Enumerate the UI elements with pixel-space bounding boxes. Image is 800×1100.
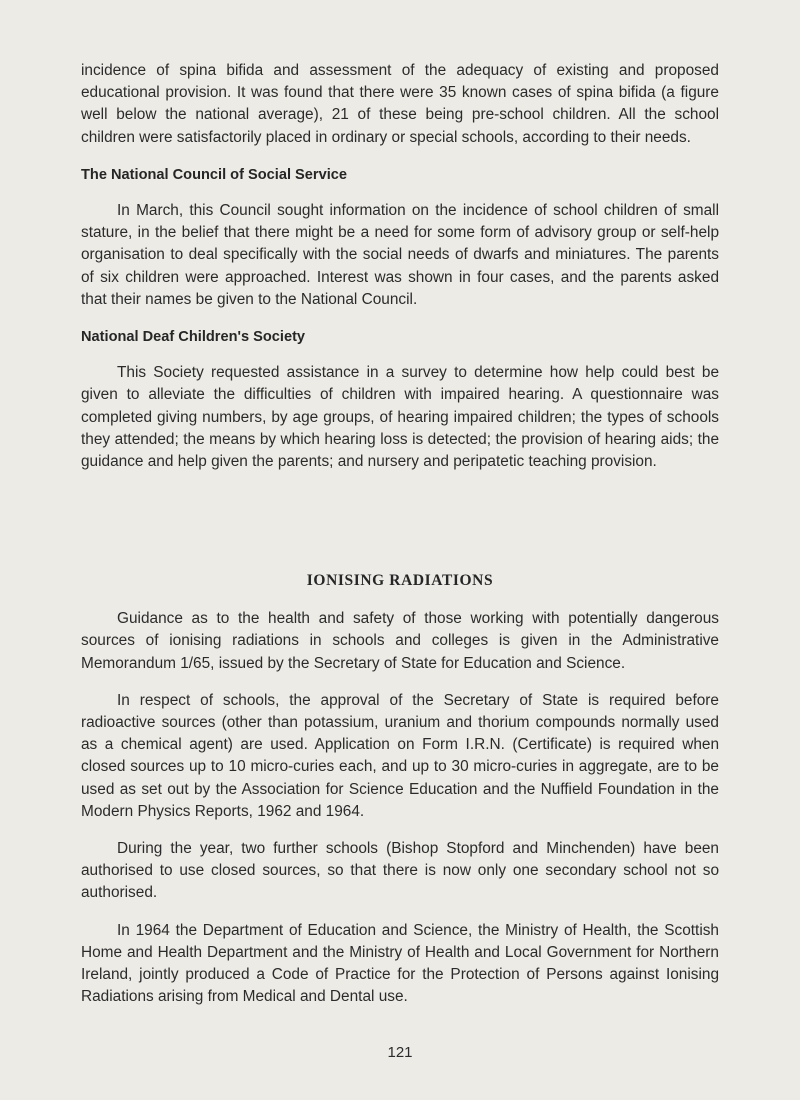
heading-deaf-children: National Deaf Children's Society xyxy=(81,329,306,346)
section-title-ionising: IONISING RADIATIONS xyxy=(306,572,494,589)
paragraph-national-council: In March, this Council sought information on the incidence of school children of small stature, in the belief that there might be a need for some form of advisory group or self-help organisation to deal specifically with the social needs of dwarfs and miniatures. The parents of six children were approached. Interest was shown in four cases, and the parents asked that their names be given to the National Council. xyxy=(81,202,719,308)
paragraph-approval: In respect of schools, the approval of the Secretary of State is required before radioactive sources (other than potassium, uranium and thorium compounds normally used as a chemical agent) are used. Application on Form I.R.N. (Certificate) is required when closed sources up to 10 micro-curies each, and up to 30 micro-curies in aggregate, are to be used as set out by the Association for Science Education and the Nuffield Foundation in the Modern Physics Reports, 1962 and 1964. xyxy=(81,691,719,820)
paragraph-deaf-children: This Society requested assistance in a survey to determine how help could best be given to alleviate the difficulties of children with impaired hearing. A questionnaire was completed giving numbers, by age groups, of hearing impaired children; the types of schools they attended; the means by which hearing loss is detected; the provision of hearing aids; the guidance and help given the parents; and nursery and peripatetic teaching provision. xyxy=(81,364,719,471)
body-text-lower xyxy=(81,570,719,1023)
paragraph-code-of-practice: In 1964 the Department of Education and Science, the Ministry of Health, the Scottish Home and Health Department and the Ministry of Health and Local Government for Northern Ireland, jointly produced a Code of Practice for the Protection of Persons against Ionising Radiations arising from Medical and Dental use. xyxy=(81,921,719,1006)
paragraph-during-year: During the year, two further schools (Bishop Stopford and Minchenden) have been authorised to use closed sources, so that there is now only one secondary school not so authorised. xyxy=(81,840,719,902)
body-text-upper xyxy=(81,60,719,488)
page-number: 121 xyxy=(387,1044,413,1061)
paragraph-guidance: Guidance as to the health and safety of those working with potentially dangerous sources of ionising radiations in schools and colleges is given in the Administrative Memorandum 1/65, issued by the Secretary of State for Education and Science. xyxy=(81,610,719,672)
heading-national-council: The National Council of Social Service xyxy=(81,166,347,183)
paragraph-spina-bifida: incidence of spina bifida and assessment of the adequacy of existing and proposed educational provision. It was found that there were 35 known cases of spina bifida (a figure well below the national average), 21 of these being pre-school children. All the school children were satisfactorily placed in ordinary or special schools, according to their needs. xyxy=(81,62,719,146)
